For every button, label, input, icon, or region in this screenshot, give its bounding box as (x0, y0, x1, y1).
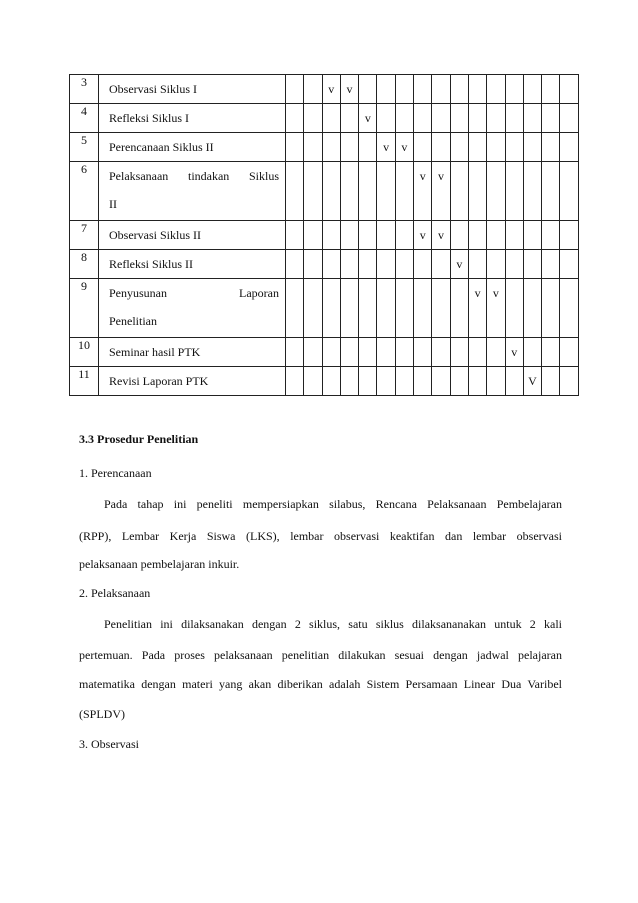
week-cell (395, 338, 413, 367)
week-cell (304, 133, 322, 162)
section-heading: 3.3 Prosedur Penelitian (79, 432, 199, 446)
week-cell (286, 338, 304, 367)
week-cell (432, 104, 450, 133)
week-cell (304, 75, 322, 104)
schedule-mark: v (359, 104, 377, 133)
week-cell (377, 75, 395, 104)
week-cell (542, 133, 560, 162)
week-cell (340, 221, 358, 250)
row-number: 8 (70, 250, 99, 279)
schedule-mark: v (432, 162, 450, 221)
row-number: 4 (70, 104, 99, 133)
schedule-mark: V (523, 367, 541, 396)
week-cell (414, 279, 432, 338)
week-cell (432, 367, 450, 396)
week-cell (560, 279, 578, 338)
week-cell (542, 162, 560, 221)
week-cell (505, 133, 523, 162)
activity-text: Penyusunan (109, 286, 167, 300)
week-cell (505, 250, 523, 279)
week-cell (359, 75, 377, 104)
week-cell (523, 221, 541, 250)
activity-text: Seminar hasil PTK (109, 345, 201, 359)
activity-cell (99, 75, 286, 104)
week-cell (560, 162, 578, 221)
paragraph-line: Pada tahap ini peneliti mempersiapkan silabus, Rencana Pelaksanaan Pembelajaran (104, 497, 562, 511)
activity-cell (99, 104, 286, 133)
week-cell (468, 133, 486, 162)
week-cell (560, 75, 578, 104)
activity-cell (99, 133, 286, 162)
week-cell (359, 162, 377, 221)
paragraph-line: matematika dengan materi yang akan diberikan adalah Sistem Persamaan Linear Dua Varibel (79, 677, 562, 691)
week-cell (523, 75, 541, 104)
table-row (70, 221, 579, 250)
schedule-mark: v (395, 133, 413, 162)
week-cell (542, 250, 560, 279)
week-cell (322, 279, 340, 338)
activity-text: tindakan (187, 169, 230, 183)
week-cell (414, 250, 432, 279)
week-cell (340, 367, 358, 396)
week-cell (340, 162, 358, 221)
activity-cell (99, 338, 286, 367)
week-cell (432, 250, 450, 279)
row-number: 10 (70, 338, 99, 367)
week-cell (560, 250, 578, 279)
list-item-pelaksanaan: 2. Pelaksanaan (79, 586, 151, 600)
week-cell (487, 250, 505, 279)
schedule-mark: v (432, 221, 450, 250)
paragraph-line: Penelitian ini dilaksanakan dengan 2 siklus, satu siklus dilaksananakan untuk 2 kali (104, 617, 562, 631)
week-cell (414, 133, 432, 162)
paragraph-line: pertemuan. Pada proses pelaksanaan penelitian dilakukan sesuai dengan jadwal pelajaran (79, 648, 562, 662)
schedule-mark: v (322, 75, 340, 104)
table-row (70, 367, 579, 396)
schedule-mark: v (487, 279, 505, 338)
week-cell (432, 133, 450, 162)
week-cell (487, 162, 505, 221)
week-cell (395, 104, 413, 133)
week-cell (359, 338, 377, 367)
week-cell (395, 250, 413, 279)
table-row (70, 75, 579, 104)
week-cell (359, 221, 377, 250)
week-cell (414, 75, 432, 104)
activity-cell (99, 162, 286, 221)
week-cell (322, 133, 340, 162)
week-cell (542, 104, 560, 133)
week-cell (322, 221, 340, 250)
week-cell (523, 279, 541, 338)
week-cell (286, 250, 304, 279)
week-cell (322, 104, 340, 133)
week-cell (560, 221, 578, 250)
week-cell (450, 221, 468, 250)
week-cell (377, 250, 395, 279)
week-cell (395, 75, 413, 104)
week-cell (487, 221, 505, 250)
week-cell (286, 162, 304, 221)
week-cell (523, 250, 541, 279)
week-cell (377, 338, 395, 367)
week-cell (286, 279, 304, 338)
table-row (70, 104, 579, 133)
week-cell (359, 279, 377, 338)
week-cell (304, 338, 322, 367)
row-number: 6 (70, 162, 99, 221)
activity-text: Pelaksanaan (109, 169, 169, 183)
week-cell (505, 104, 523, 133)
activity-text: Penelitian (109, 314, 157, 328)
week-cell (377, 162, 395, 221)
week-cell (359, 250, 377, 279)
week-cell (322, 338, 340, 367)
schedule-mark: v (414, 221, 432, 250)
week-cell (505, 75, 523, 104)
week-cell (505, 279, 523, 338)
list-item-observasi: 3. Observasi (79, 737, 139, 751)
activity-text: Revisi Laporan PTK (109, 374, 209, 388)
week-cell (450, 162, 468, 221)
schedule-mark: v (450, 250, 468, 279)
week-cell (340, 279, 358, 338)
row-number: 9 (70, 279, 99, 338)
week-cell (468, 104, 486, 133)
week-cell (286, 75, 304, 104)
activity-text: Laporan (239, 286, 279, 300)
week-cell (414, 338, 432, 367)
week-cell (542, 221, 560, 250)
week-cell (304, 104, 322, 133)
week-cell (450, 338, 468, 367)
week-cell (304, 279, 322, 338)
week-cell (560, 367, 578, 396)
activity-cell (99, 221, 286, 250)
week-cell (505, 367, 523, 396)
row-number: 11 (70, 367, 99, 396)
week-cell (432, 75, 450, 104)
week-cell (450, 279, 468, 338)
week-cell (304, 250, 322, 279)
week-cell (468, 367, 486, 396)
schedule-mark: v (377, 133, 395, 162)
week-cell (450, 104, 468, 133)
row-number: 7 (70, 221, 99, 250)
week-cell (542, 279, 560, 338)
week-cell (487, 104, 505, 133)
activity-text: II (109, 197, 117, 211)
week-cell (340, 338, 358, 367)
week-cell (505, 221, 523, 250)
week-cell (560, 338, 578, 367)
table-row (70, 133, 579, 162)
row-number: 5 (70, 133, 99, 162)
week-cell (560, 104, 578, 133)
week-cell (468, 338, 486, 367)
table-row (70, 250, 579, 279)
table-row (70, 338, 579, 367)
week-cell (286, 367, 304, 396)
week-cell (542, 75, 560, 104)
week-cell (377, 279, 395, 338)
week-cell (450, 133, 468, 162)
week-cell (432, 279, 450, 338)
table-row (70, 162, 579, 221)
week-cell (322, 162, 340, 221)
week-cell (560, 133, 578, 162)
week-cell (395, 279, 413, 338)
week-cell (432, 338, 450, 367)
week-cell (377, 221, 395, 250)
paragraph-line: pelaksanaan pembelajaran inkuir. (79, 557, 240, 571)
row-number: 3 (70, 75, 99, 104)
week-cell (395, 367, 413, 396)
week-cell (340, 250, 358, 279)
week-cell (450, 367, 468, 396)
week-cell (487, 367, 505, 396)
week-cell (523, 162, 541, 221)
week-cell (542, 338, 560, 367)
week-cell (359, 133, 377, 162)
week-cell (286, 221, 304, 250)
list-item-perencanaan: 1. Perencanaan (79, 466, 152, 480)
week-cell (377, 104, 395, 133)
schedule-mark: v (505, 338, 523, 367)
week-cell (542, 367, 560, 396)
week-cell (487, 75, 505, 104)
week-cell (395, 221, 413, 250)
week-cell (450, 75, 468, 104)
week-cell (322, 250, 340, 279)
week-cell (340, 104, 358, 133)
week-cell (359, 367, 377, 396)
week-cell (414, 367, 432, 396)
week-cell (414, 104, 432, 133)
week-cell (322, 367, 340, 396)
week-cell (523, 104, 541, 133)
week-cell (395, 162, 413, 221)
paragraph-line: (RPP), Lembar Kerja Siswa (LKS), lembar observasi keaktifan dan lembar observasi (79, 529, 562, 543)
week-cell (487, 338, 505, 367)
week-cell (487, 133, 505, 162)
week-cell (468, 75, 486, 104)
week-cell (304, 221, 322, 250)
week-cell (468, 250, 486, 279)
week-cell (377, 367, 395, 396)
activity-text: Perencanaan Siklus II (109, 140, 214, 154)
week-cell (286, 133, 304, 162)
activity-text: Siklus (248, 169, 279, 183)
activity-text: Observasi Siklus II (109, 228, 201, 242)
week-cell (468, 162, 486, 221)
schedule-table (69, 74, 579, 396)
activity-text: Refleksi Siklus II (109, 257, 193, 271)
activity-cell (99, 279, 286, 338)
week-cell (304, 162, 322, 221)
activity-text: Refleksi Siklus I (109, 111, 189, 125)
table-row (70, 279, 579, 338)
week-cell (340, 133, 358, 162)
week-cell (523, 133, 541, 162)
activity-text: Observasi Siklus I (109, 82, 197, 96)
activity-cell (99, 367, 286, 396)
schedule-mark: v (414, 162, 432, 221)
schedule-mark: v (340, 75, 358, 104)
week-cell (304, 367, 322, 396)
week-cell (286, 104, 304, 133)
week-cell (523, 338, 541, 367)
schedule-mark: v (468, 279, 486, 338)
week-cell (468, 221, 486, 250)
paragraph-line: (SPLDV) (79, 707, 126, 721)
week-cell (505, 162, 523, 221)
activity-cell (99, 250, 286, 279)
